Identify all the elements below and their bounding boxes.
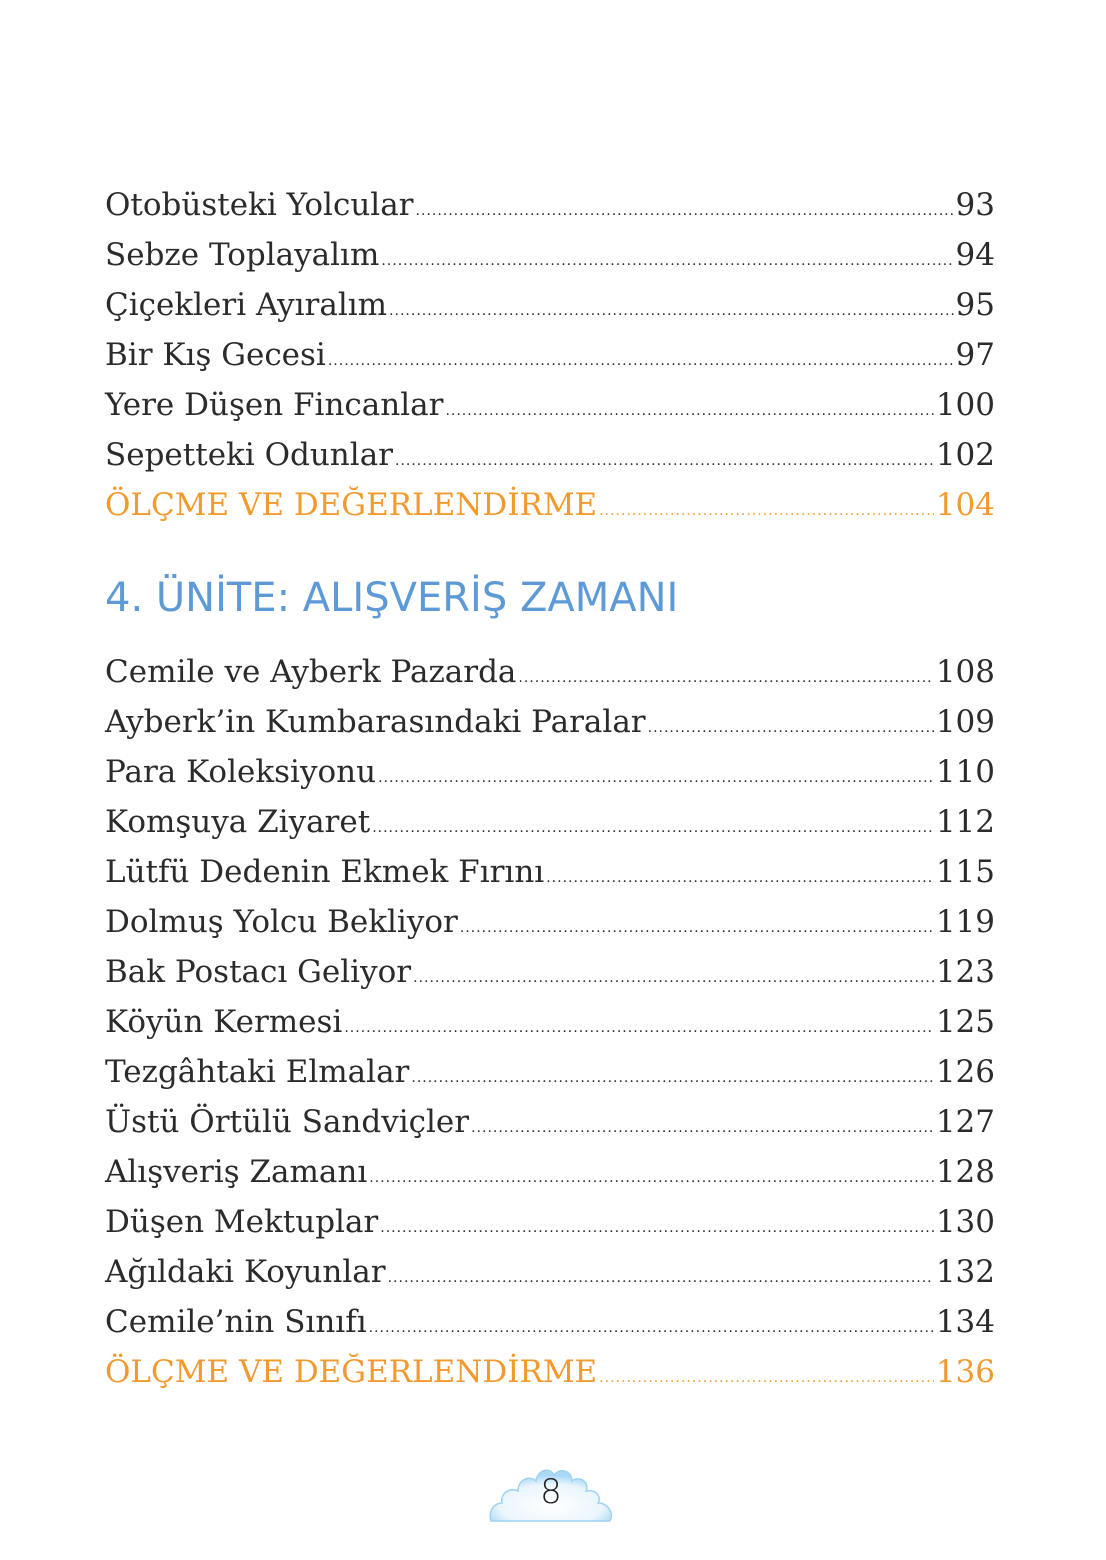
toc-entry xyxy=(105,1197,995,1247)
toc-entry-title: Düşen Mektuplar xyxy=(105,1204,379,1240)
toc-entry xyxy=(105,180,995,230)
toc-entry-page: 126 xyxy=(935,1054,995,1090)
toc-entry-title: Para Koleksiyonu xyxy=(105,754,377,790)
toc-entry xyxy=(105,230,995,280)
dot-leader xyxy=(413,953,934,1003)
dot-leader xyxy=(378,753,934,803)
dot-leader xyxy=(471,1103,934,1153)
toc-entry-title: Otobüsteki Yolcular xyxy=(105,187,414,223)
toc-entry xyxy=(105,647,995,697)
toc-entry-evaluation xyxy=(105,480,995,530)
toc-entry xyxy=(105,430,995,480)
toc-entry-title: Cemile ve Ayberk Pazarda xyxy=(105,654,517,690)
toc-entry xyxy=(105,330,995,380)
toc-entry xyxy=(105,797,995,847)
dot-leader xyxy=(328,336,954,386)
toc-entry xyxy=(105,1247,995,1297)
toc-entry-page: 130 xyxy=(935,1204,995,1240)
toc-entry-title: Yere Düşen Fincanlar xyxy=(105,387,444,423)
toc-entry-page: 109 xyxy=(935,704,995,740)
toc-entry-page: 127 xyxy=(935,1104,995,1140)
toc-entry-evaluation xyxy=(105,1347,995,1397)
toc-entry-title: Sepetteki Odunlar xyxy=(105,437,393,473)
toc-entry xyxy=(105,1297,995,1347)
toc-entry xyxy=(105,947,995,997)
toc-section-3-continued xyxy=(105,180,995,530)
toc-entry xyxy=(105,380,995,430)
toc-entry xyxy=(105,697,995,747)
dot-leader xyxy=(389,286,953,336)
dot-leader xyxy=(599,486,934,536)
toc-section-4 xyxy=(105,647,995,1397)
toc-entry-title: Tezgâhtaki Elmalar xyxy=(105,1054,410,1090)
toc-entry-page: 134 xyxy=(935,1304,995,1340)
dot-leader xyxy=(372,803,934,853)
dot-leader xyxy=(460,903,934,953)
toc-entry-page: 97 xyxy=(955,337,995,373)
dot-leader xyxy=(369,1153,934,1203)
toc-entry-page: 93 xyxy=(955,187,995,223)
toc-entry-title: Bir Kış Gecesi xyxy=(105,337,326,373)
dot-leader xyxy=(344,1003,933,1053)
toc-entry-title: Lütfü Dedenin Ekmek Fırını xyxy=(105,854,545,890)
toc-entry-page: 112 xyxy=(935,804,995,840)
dot-leader xyxy=(445,386,933,436)
toc-entry xyxy=(105,847,995,897)
dot-leader xyxy=(380,1203,934,1253)
toc-entry-title: Çiçekleri Ayıralım xyxy=(105,287,388,323)
toc-entry-title: Dolmuş Yolcu Bekliyor xyxy=(105,904,458,940)
toc-entry-title: ÖLÇME VE DEĞERLENDİRME xyxy=(105,487,598,523)
dot-leader xyxy=(518,653,933,703)
toc-entry xyxy=(105,747,995,797)
dot-leader xyxy=(388,1253,934,1303)
toc-entry-page: 123 xyxy=(935,954,995,990)
dot-leader xyxy=(369,1303,934,1353)
toc-entry xyxy=(105,997,995,1047)
page-number: 8 xyxy=(540,1472,562,1512)
toc-entry-page: 94 xyxy=(955,237,995,273)
dot-leader xyxy=(416,186,954,236)
toc-entry-page: 100 xyxy=(935,387,995,423)
toc-entry-title: Bak Postacı Geliyor xyxy=(105,954,412,990)
dot-leader xyxy=(648,703,934,753)
toc-entry-title: Ağıldaki Koyunlar xyxy=(105,1254,386,1290)
toc-entry xyxy=(105,1097,995,1147)
toc-entry-page: 108 xyxy=(935,654,995,690)
dot-leader xyxy=(599,1353,934,1403)
toc-entry-page: 104 xyxy=(935,487,995,523)
toc-entry-title: Alışveriş Zamanı xyxy=(105,1154,368,1190)
unit-heading: 4. ÜNİTE: ALIŞVERİŞ ZAMANI xyxy=(105,575,679,621)
toc-entry-page: 125 xyxy=(935,1004,995,1040)
toc-entry-page: 119 xyxy=(935,904,995,940)
toc-entry xyxy=(105,280,995,330)
toc-entry-title: Komşuya Ziyaret xyxy=(105,804,371,840)
toc-entry-title: Köyün Kermesi xyxy=(105,1004,343,1040)
toc-entry xyxy=(105,1147,995,1197)
toc-entry xyxy=(105,1047,995,1097)
toc-entry-title: Cemile’nin Sınıfı xyxy=(105,1304,367,1340)
toc-entry-page: 95 xyxy=(955,287,995,323)
toc-entry-title: Ayberk’in Kumbarasındaki Paralar xyxy=(105,704,646,740)
toc-entry-title: ÖLÇME VE DEĞERLENDİRME xyxy=(105,1354,598,1390)
toc-entry-page: 102 xyxy=(935,437,995,473)
toc-entry-title: Üstü Örtülü Sandviçler xyxy=(105,1104,470,1140)
toc-entry-page: 110 xyxy=(935,754,995,790)
dot-leader xyxy=(381,236,953,286)
toc-entry-title: Sebze Toplayalım xyxy=(105,237,380,273)
dot-leader xyxy=(546,853,934,903)
toc-entry xyxy=(105,897,995,947)
toc-entry-page: 115 xyxy=(935,854,995,890)
dot-leader xyxy=(395,436,934,486)
toc-entry-page: 136 xyxy=(935,1354,995,1390)
toc-entry-page: 132 xyxy=(935,1254,995,1290)
toc-entry-page: 128 xyxy=(935,1154,995,1190)
dot-leader xyxy=(411,1053,933,1103)
